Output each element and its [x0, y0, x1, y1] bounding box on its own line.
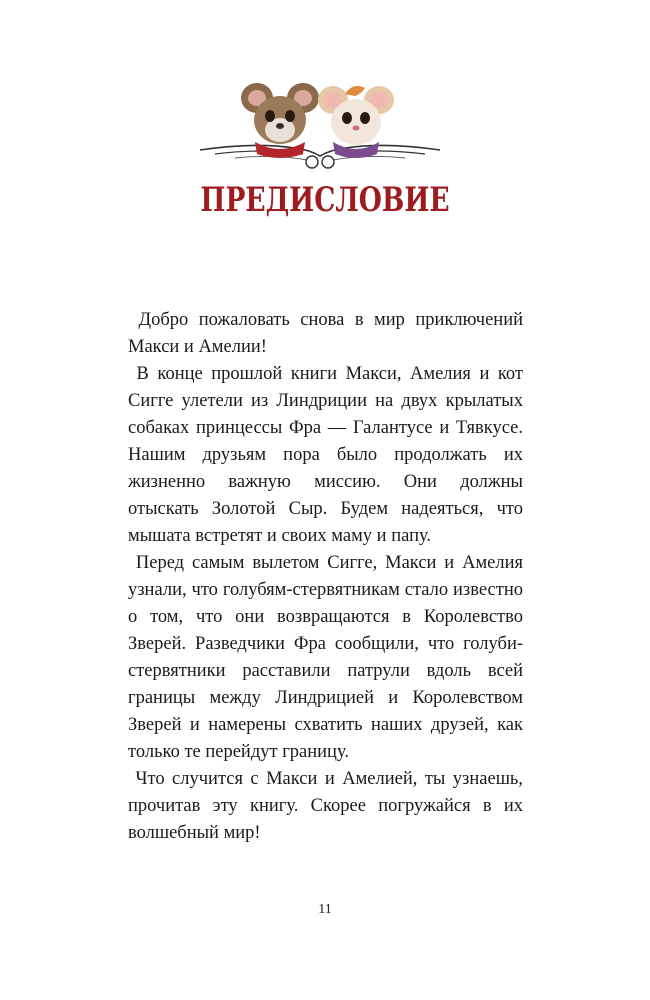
paragraph-4-text: прочитав эту книгу. Скорее погружайся в их волшебный мир! [128, 796, 523, 843]
paragraph-2-text: Сигге улетели из Линдриции на двух крылатых собаках принцессы Фра — Галантусе и Тявкусе. Нашим друзьям пора было продолжать их жизненно важную миссию. Они должны отыскать Золотой Сыр. Будем надеяться, что мышата встретят и своих маму и папу. [128, 391, 523, 546]
paragraph-2-first-line: В конце прошлой книги Макси, Амелия и кот [136, 364, 524, 384]
paragraph-1-text: Добро пожаловать снова в мир приключений Макси и Амелии! [128, 310, 523, 357]
paragraph-3-text: узнали, что голубям-стервятникам стало известно о том, что они возвращаются в Королевство Зверей. Разведчики Фра сообщили, что голуби-стервятники расставили патрули вдоль всей границы между Линдрицией и Королевством Зверей и намерены схватить наших друзей, как только те перейдут границу. [128, 580, 523, 762]
paragraph-4-first-line: Что случится с Макси и Амелией, ты узнаешь, [135, 769, 523, 789]
paragraph-3 [128, 550, 523, 766]
paragraph-4 [128, 766, 523, 847]
mice-illustration [195, 80, 445, 175]
page-number: 11 [318, 902, 332, 917]
page-title: ПРЕДИСЛОВИЕ [200, 180, 450, 220]
paragraph-2 [128, 361, 523, 550]
paragraph-1 [128, 307, 523, 361]
ornament-icon [200, 145, 440, 168]
body-text [128, 307, 523, 847]
paragraph-3-first-line: Перед самым вылетом Сигге, Макси и Амелия [135, 553, 523, 573]
